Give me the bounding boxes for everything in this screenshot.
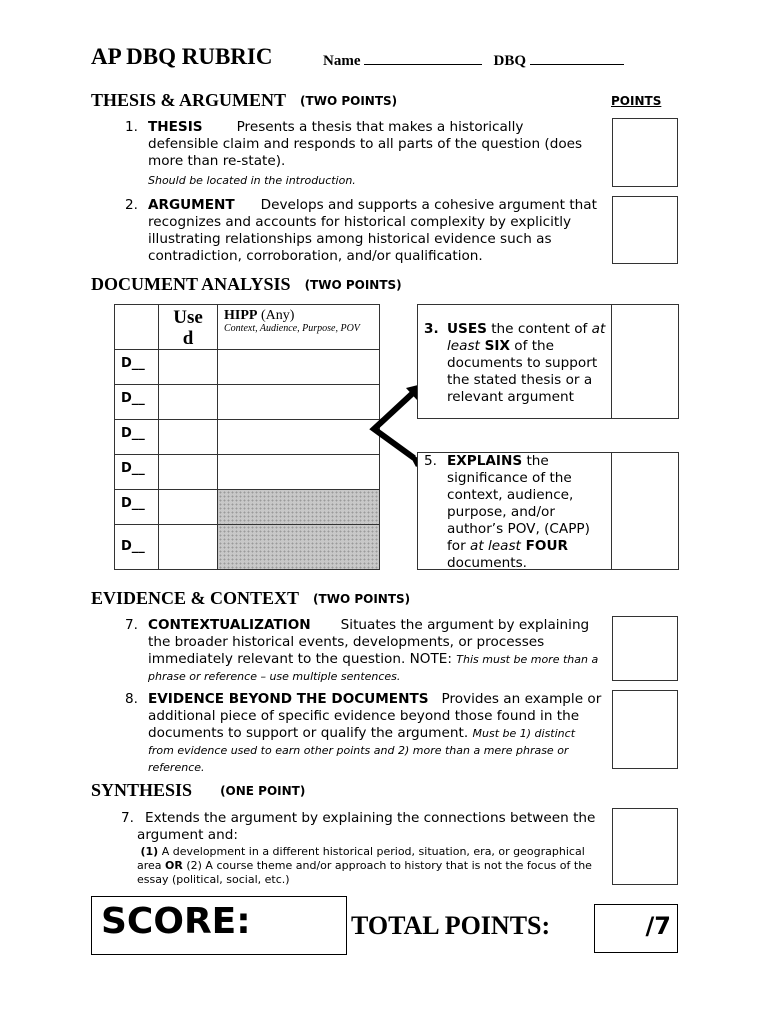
doc-header-blank (115, 305, 159, 350)
total-points-box[interactable] (594, 904, 678, 953)
doc-row-label: D__ (115, 350, 159, 385)
item-3-text: USES the content of at least SIX of the documents to support the stated thesis or a relevant argument (447, 321, 606, 405)
doc-row-label: D__ (115, 525, 159, 570)
total-points-label: TOTAL POINTS: (351, 911, 551, 940)
doc-row-label: D__ (115, 385, 159, 420)
dbq-label: DBQ (493, 53, 527, 69)
item-5-box (417, 452, 679, 570)
evidence-points-box[interactable] (612, 690, 678, 769)
used-cell[interactable] (159, 490, 218, 525)
page-title: AP DBQ RUBRIC (91, 44, 273, 69)
item-2-number: 2. (125, 197, 138, 213)
name-dbq-fields (323, 52, 624, 70)
thesis-points-box[interactable] (612, 118, 678, 187)
hipp-cell[interactable] (218, 385, 380, 420)
synthesis-number: 7. (121, 810, 134, 826)
thesis-heading: THESIS & ARGUMENT (TWO POINTS) (91, 90, 398, 110)
name-line[interactable] (364, 52, 482, 65)
item-5-text: EXPLAINS the significance of the context, audience, purpose, and/or author’s POV, (CAPP) for at least FOUR documents. (447, 453, 590, 571)
name-label: Name (323, 53, 361, 69)
used-cell[interactable] (159, 385, 218, 420)
document-heading: DOCUMENT ANALYSIS (TWO POINTS) (91, 274, 402, 294)
used-cell[interactable] (159, 455, 218, 490)
used-cell[interactable] (159, 350, 218, 385)
score-box[interactable] (91, 896, 347, 955)
item-7-number: 7. (125, 617, 138, 633)
item-3-number: 3. (424, 321, 439, 337)
points-header: POINTS (611, 94, 662, 108)
synthesis-points-box[interactable] (612, 808, 678, 885)
out-of-seven: /7 (645, 912, 671, 940)
hipp-cell[interactable] (218, 455, 380, 490)
hipp-cell-shaded (218, 490, 380, 525)
doc-header-hipp: HIPP (Any) Context, Audience, Purpose, POV (218, 305, 380, 350)
document-table (114, 304, 380, 570)
doc-row-label: D__ (115, 490, 159, 525)
synthesis-text: Extends the argument by explaining the connections between the argument and: (1) A development in a different historical period, situation, era, or geographical area OR (2) A course theme and/or approach to history that is not the focus of the essay (political, social, etc.) (137, 810, 596, 886)
hipp-cell-shaded (218, 525, 380, 570)
score-label: SCORE: (101, 901, 251, 942)
contextualization-points-box[interactable] (612, 616, 678, 681)
hipp-cell[interactable] (218, 350, 380, 385)
item-8-number: 8. (125, 691, 138, 707)
used-cell[interactable] (159, 525, 218, 570)
hipp-cell[interactable] (218, 420, 380, 455)
doc-row-label: D__ (115, 455, 159, 490)
doc-row-label: D__ (115, 420, 159, 455)
evidence-heading: EVIDENCE & CONTEXT (TWO POINTS) (91, 588, 411, 608)
item-3-box (417, 304, 679, 419)
item-8-evidence: EVIDENCE BEYOND THE DOCUMENTS Provides an example or additional piece of specific evidence beyond those found in the documents to support or qualify the argument. Must be 1) distinct from evidence used to earn other points and 2) more than a mere phrase or reference. (148, 691, 602, 774)
argument-points-box[interactable] (612, 196, 678, 264)
dbq-line[interactable] (530, 52, 624, 65)
item-1-number: 1. (125, 119, 138, 135)
doc-header-used: Used (159, 305, 218, 350)
used-cell[interactable] (159, 420, 218, 455)
item-2-argument: ARGUMENT Develops and supports a cohesive argument that recognizes and accounts for historical complexity by explicitly illustrating relationships among historical evidence such as contradiction, corroboration, and/or qualification. (148, 197, 597, 264)
item-1-thesis: THESIS Presents a thesis that makes a historically defensible claim and responds to all parts of the question (does more than re-state). Should be located in the introduction. (148, 119, 583, 187)
item-5-number: 5. (424, 453, 437, 469)
synthesis-heading: SYNTHESIS (ONE POINT) (91, 780, 306, 800)
item-7-contextualization: CONTEXTUALIZATION Situates the argument by explaining the broader historical events, developments, or processes immediately relevant to the question. NOTE: This must be more than a phrase or reference – use multiple sentences. (148, 617, 599, 683)
